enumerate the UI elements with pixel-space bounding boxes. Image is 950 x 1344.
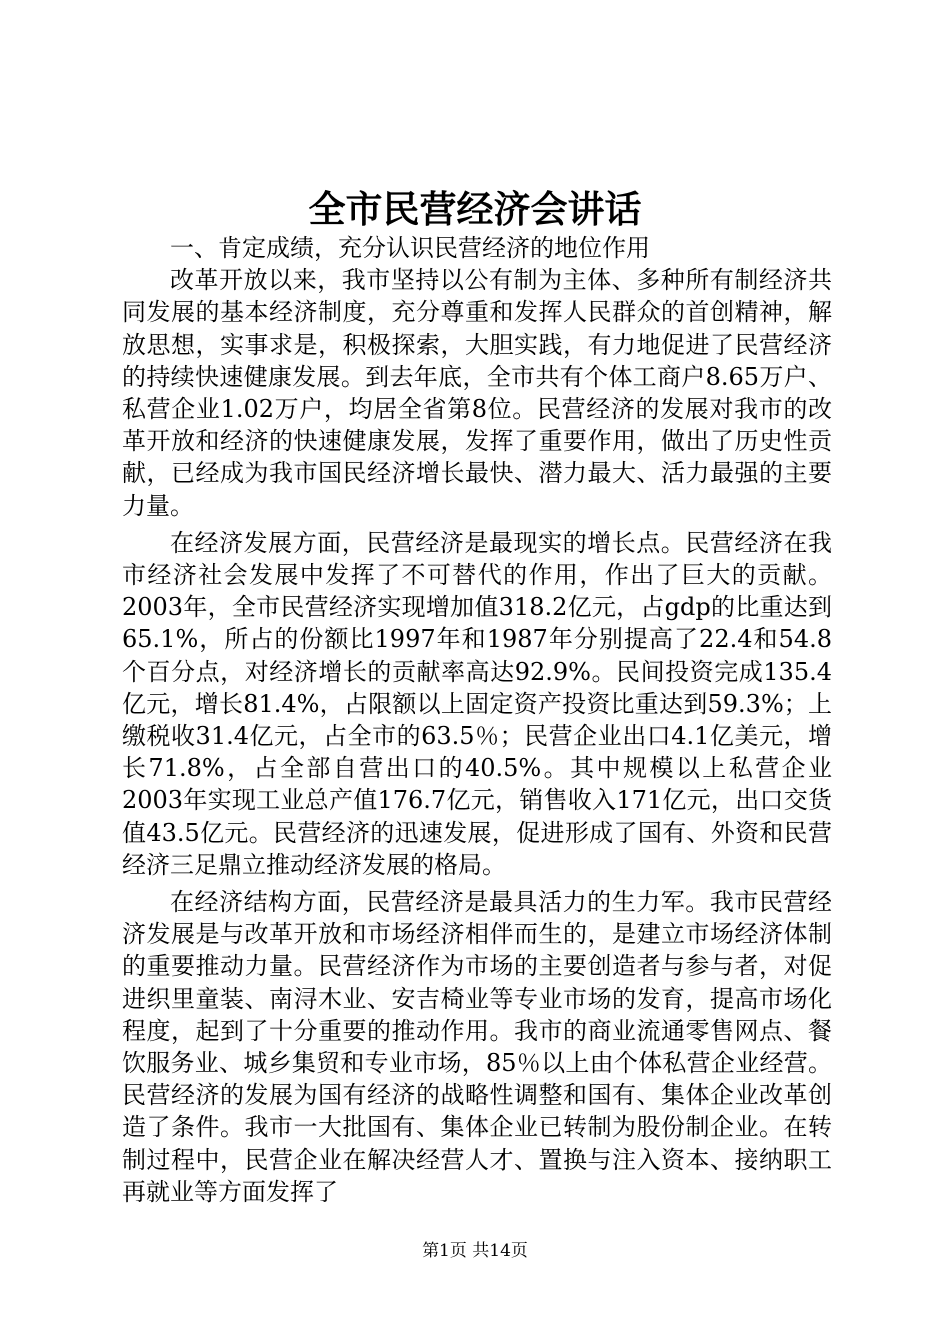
document-body xyxy=(122,232,832,1213)
paragraph: 在经济发展方面，民营经济是最现实的增长点。民营经济在我市经济社会发展中发挥了不可替代的作用，作出了巨大的贡献。2003年，全市民营经济实现增加值318.2亿元，占gdp的比重达到65.1%，所占的份额比1997年和1987年分别提高了22.4和54.8个百分点，对经济增长的贡献率高达92.9%。民间投资完成135.4亿元，增长81.4%，占限额以上固定资产投资比重达到59.3%；上缴税收31.4亿元，占全市的63.5％；民营企业出口4.1亿美元，增长71.8%，占全部自营出口的40.5%。其中规模以上私营企业2003年实现工业总产值176.7亿元，销售收入171亿元，出口交货值43.5亿元。民营经济的迅速发展，促进形成了国有、外资和民营经济三足鼎立推动经济发展的格局。 xyxy=(122,528,832,879)
page-title: 全市民营经济会讲话 xyxy=(308,187,642,231)
paragraph: 在经济结构方面，民营经济是最具活力的生力军。我市民营经济发展是与改革开放和市场经济相伴而生的，是建立市场经济体制的重要推动力量。民营经济作为市场的主要创造者与参与者，对促进织里童装、南浔木业、安吉椅业等专业市场的发育，提高市场化程度，起到了十分重要的推动作用。我市的商业流通零售网点、餐饮服务业、城乡集贸和专业市场，85％以上由个体私营企业经营。民营经济的发展为国有经济的战略性调整和国有、集体企业改革创造了条件。我市一大批国有、集体企业已转制为股份制企业。在转制过程中，民营企业在解决经营人才、置换与注入资本、接纳职工再就业等方面发挥了 xyxy=(122,888,832,1206)
paragraph: 改革开放以来，我市坚持以公有制为主体、多种所有制经济共同发展的基本经济制度，充分尊重和发挥人民群众的首创精神，解放思想，实事求是，积极探索，大胆实践，有力地促进了民营经济的持续快速健康发展。到去年底，全市共有个体工商户8.65万户、私营企业1.02万户，均居全省第8位。民营经济的发展对我市的改革开放和经济的快速健康发展，发挥了重要作用，做出了历史性贡献，已经成为我市国民经济增长最快、潜力最大、活力最强的主要力量。 xyxy=(122,266,832,520)
page-footer: 第1页 共14页 xyxy=(422,1241,528,1261)
section-heading: 一、肯定成绩，充分认识民营经济的地位作用 xyxy=(170,234,650,262)
